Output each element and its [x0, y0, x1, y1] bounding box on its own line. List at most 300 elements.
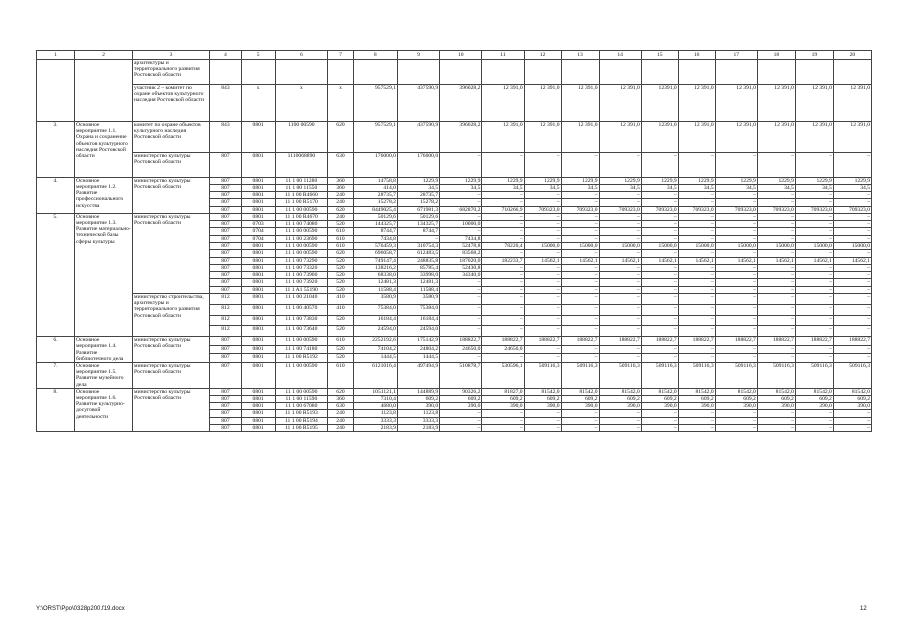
data-cell: 34,5	[641, 184, 678, 191]
data-cell: 509116,3	[599, 363, 641, 389]
data-cell: –	[561, 326, 599, 337]
executor-name: комитет по охране объектов культурного наследия Ростовской области	[133, 121, 210, 152]
data-cell: 12481,3	[397, 279, 439, 286]
data-cell: –	[482, 410, 524, 417]
data-cell: 812	[210, 294, 242, 305]
data-cell: 390,0	[833, 403, 871, 410]
data-cell: –	[561, 279, 599, 286]
data-cell: 12 391,0	[678, 84, 715, 121]
data-cell: –	[524, 264, 561, 271]
data-cell: –	[715, 294, 757, 305]
data-cell: 410	[328, 294, 353, 305]
data-cell: –	[561, 424, 599, 431]
data-cell: 188822,7	[715, 337, 757, 346]
data-cell: –	[599, 410, 641, 417]
data-cell: –	[599, 315, 641, 326]
data-cell: 0801	[241, 192, 275, 199]
data-cell: 0801	[241, 286, 275, 293]
data-cell: –	[440, 315, 482, 326]
data-cell: –	[757, 272, 795, 279]
data-cell: 807	[210, 213, 242, 220]
data-cell: 1123,8	[397, 410, 439, 417]
data-cell: 8449025,4	[353, 206, 397, 213]
data-cell: 81542,0	[599, 388, 641, 395]
empty-cell	[678, 60, 715, 85]
header-cell: 20	[833, 51, 871, 60]
header-cell: 6	[275, 51, 328, 60]
data-cell: 807	[210, 177, 242, 184]
data-cell: 52478,8	[440, 242, 482, 249]
data-cell: –	[561, 345, 599, 354]
data-cell: 24594,0	[397, 326, 439, 337]
data-cell: –	[482, 326, 524, 337]
data-cell: 0801	[241, 410, 275, 417]
data-cell: –	[795, 417, 833, 424]
data-cell: –	[524, 354, 561, 363]
data-cell: 812	[210, 315, 242, 326]
data-cell: 390,0	[397, 403, 439, 410]
data-cell: –	[795, 264, 833, 271]
data-cell: 144889,9	[397, 388, 439, 395]
data-cell: 11 1 00 00590	[275, 250, 328, 257]
empty-cell	[353, 60, 397, 85]
data-cell: 807	[210, 388, 242, 395]
event-name: Основное мероприятие 1.1. Охрана и сохранение объектов культурного наследия Ростовской области	[75, 121, 133, 177]
data-cell: 812	[210, 326, 242, 337]
data-cell: 807	[210, 410, 242, 417]
data-cell: –	[524, 221, 561, 228]
data-cell: 7310,4	[353, 396, 397, 403]
row-number: 5.	[37, 213, 75, 336]
executor-name: министерство культуры Ростовской области	[133, 337, 210, 363]
data-cell: –	[482, 294, 524, 305]
data-cell: –	[795, 152, 833, 177]
data-cell: 0801	[241, 337, 275, 346]
data-cell: 12 391,0	[599, 121, 641, 152]
data-cell: –	[482, 152, 524, 177]
data-cell: –	[482, 417, 524, 424]
data-cell: 390,0	[482, 403, 524, 410]
data-cell: –	[715, 315, 757, 326]
data-cell: 520	[328, 315, 353, 326]
data-cell: –	[678, 315, 715, 326]
data-cell: 709323,0	[795, 206, 833, 213]
data-cell: –	[757, 279, 795, 286]
data-cell: 520	[328, 264, 353, 271]
data-cell: 709323,0	[561, 206, 599, 213]
data-cell: –	[795, 221, 833, 228]
data-cell: –	[561, 294, 599, 305]
data-cell: –	[715, 417, 757, 424]
data-cell: 609,2	[524, 396, 561, 403]
data-cell: –	[440, 294, 482, 305]
data-cell: 12 391,0	[482, 84, 524, 121]
data-cell: 81542,0	[795, 388, 833, 395]
data-cell: 609,2	[397, 396, 439, 403]
data-cell: 609,2	[641, 396, 678, 403]
data-cell: 1229,9	[599, 177, 641, 184]
data-cell: –	[833, 250, 871, 257]
data-cell: 390,0	[524, 403, 561, 410]
data-cell: –	[678, 272, 715, 279]
data-cell: –	[599, 304, 641, 315]
event-name	[75, 60, 133, 122]
data-cell: 843	[210, 121, 242, 152]
data-cell: 709323,0	[524, 206, 561, 213]
data-cell: –	[599, 213, 641, 220]
table-row	[37, 84, 872, 121]
data-cell: 630	[328, 403, 353, 410]
data-cell: 0801	[241, 363, 275, 389]
data-cell: 390,0	[757, 403, 795, 410]
data-cell: 75384,0	[353, 304, 397, 315]
data-cell: 14562,1	[561, 257, 599, 264]
data-cell: 34,5	[678, 184, 715, 191]
data-cell: –	[641, 286, 678, 293]
data-cell: 12 391,0	[757, 121, 795, 152]
data-cell: –	[482, 354, 524, 363]
data-cell: –	[599, 286, 641, 293]
data-cell: 610	[328, 228, 353, 235]
page-number: 12	[860, 606, 867, 612]
data-cell: –	[715, 354, 757, 363]
data-cell: –	[482, 424, 524, 431]
data-cell: –	[678, 294, 715, 305]
data-cell: 11 1 00 23690	[275, 235, 328, 242]
data-cell: 12 391,0	[833, 121, 871, 152]
data-cell: 520	[328, 257, 353, 264]
data-cell: –	[440, 410, 482, 417]
data-cell: 11 1 00 R5195	[275, 424, 328, 431]
data-cell: 11 1 00 73900	[275, 272, 328, 279]
data-cell: 520	[328, 286, 353, 293]
data-cell: –	[795, 410, 833, 417]
data-cell: –	[524, 294, 561, 305]
data-cell: –	[599, 199, 641, 206]
data-cell: –	[833, 235, 871, 242]
table-body	[37, 51, 872, 432]
data-cell: 807	[210, 199, 242, 206]
data-cell: 1229,9	[833, 177, 871, 184]
data-cell: –	[833, 424, 871, 431]
empty-cell	[241, 60, 275, 85]
data-cell: 0704	[241, 228, 275, 235]
data-cell: 609,2	[561, 396, 599, 403]
data-cell: 1051121,1	[353, 388, 397, 395]
data-cell: 138216,2	[353, 264, 397, 271]
data-cell: –	[833, 286, 871, 293]
data-cell: –	[524, 326, 561, 337]
data-cell: –	[678, 264, 715, 271]
data-cell: –	[599, 354, 641, 363]
data-cell: –	[599, 250, 641, 257]
data-cell: –	[795, 199, 833, 206]
data-cell: –	[833, 354, 871, 363]
data-cell: 15278,2	[353, 199, 397, 206]
data-cell: 187020,0	[440, 257, 482, 264]
data-cell: 807	[210, 363, 242, 389]
data-cell: 1100 00590	[275, 121, 328, 152]
executor-name: министерство культуры Ростовской области	[133, 213, 210, 293]
header-cell: 9	[397, 51, 439, 60]
data-cell: 188822,7	[440, 337, 482, 346]
data-cell: 34,5	[757, 184, 795, 191]
data-cell: 188822,7	[524, 337, 561, 346]
data-cell: 11 1 00 00590	[275, 206, 328, 213]
data-cell: 83568,2	[440, 250, 482, 257]
data-cell: 0801	[241, 315, 275, 326]
data-cell: –	[524, 417, 561, 424]
data-cell: 520	[328, 326, 353, 337]
data-cell: 11 1 00 R4670	[275, 213, 328, 220]
data-cell: –	[561, 410, 599, 417]
data-cell: –	[599, 192, 641, 199]
data-cell: 12 391,0	[757, 84, 795, 121]
data-cell: 7434,8	[440, 235, 482, 242]
data-cell: –	[757, 235, 795, 242]
table-row	[37, 152, 872, 177]
data-cell: –	[715, 424, 757, 431]
data-cell: –	[524, 213, 561, 220]
data-cell: 1229,9	[678, 177, 715, 184]
data-cell: –	[440, 286, 482, 293]
data-cell: –	[599, 152, 641, 177]
data-cell: –	[524, 315, 561, 326]
data-cell: –	[561, 315, 599, 326]
data-cell: 85785,4	[397, 264, 439, 271]
data-cell: 509116,3	[833, 363, 871, 389]
data-cell: 807	[210, 424, 242, 431]
data-cell: 74104,2	[353, 345, 397, 354]
data-cell: –	[524, 345, 561, 354]
data-cell: 12 391,0	[795, 84, 833, 121]
data-cell: 807	[210, 417, 242, 424]
data-cell: –	[757, 417, 795, 424]
data-cell: –	[757, 228, 795, 235]
data-cell: –	[715, 192, 757, 199]
data-cell: 360	[328, 396, 353, 403]
data-cell: 0801	[241, 242, 275, 249]
footer-file-path: Y:\ORST\Ppo\0328p200.f19.docx	[36, 606, 125, 612]
data-cell: –	[440, 417, 482, 424]
data-cell: 0801	[241, 177, 275, 184]
empty-cell	[397, 60, 439, 85]
data-cell: –	[833, 221, 871, 228]
event-name: Основное мероприятие 1.4. Развитие библиотечного дела	[75, 337, 133, 363]
data-cell: –	[641, 315, 678, 326]
data-cell: 12 391,0	[524, 121, 561, 152]
data-cell: 81542,0	[561, 388, 599, 395]
data-cell: –	[715, 199, 757, 206]
data-cell: –	[757, 410, 795, 417]
executor-name: министерство строительства, архитектуры и территориального развития Ростовской области	[133, 294, 210, 337]
data-cell: 520	[328, 272, 353, 279]
data-cell: –	[715, 221, 757, 228]
data-cell: 749147,4	[353, 257, 397, 264]
data-cell: 24650,0	[482, 345, 524, 354]
table-row	[37, 363, 872, 389]
data-cell: –	[795, 315, 833, 326]
data-cell: –	[757, 192, 795, 199]
data-cell: 12 391,0	[561, 121, 599, 152]
executor-name: архитектуры и территориального развития Ростовской области	[133, 60, 210, 85]
data-cell: 390,0	[561, 403, 599, 410]
data-cell: 610	[328, 242, 353, 249]
data-cell: 188822,7	[599, 337, 641, 346]
executor-name: министерство культуры Ростовской области	[133, 177, 210, 213]
data-cell: 188822,7	[795, 337, 833, 346]
data-cell: 807	[210, 192, 242, 199]
header-cell: 14	[599, 51, 641, 60]
data-cell: –	[482, 304, 524, 315]
data-cell: 11 1 00 00590	[275, 363, 328, 389]
data-cell: –	[715, 235, 757, 242]
data-cell: х	[328, 84, 353, 121]
data-cell: –	[795, 250, 833, 257]
data-cell: 807	[210, 206, 242, 213]
data-cell: 34,5	[561, 184, 599, 191]
data-cell: –	[524, 199, 561, 206]
data-cell: 11 1 00 74180	[275, 345, 328, 354]
header-cell: 17	[715, 51, 757, 60]
data-cell: –	[678, 417, 715, 424]
data-cell: –	[641, 192, 678, 199]
data-cell: 1229,9	[561, 177, 599, 184]
data-cell: 14562,1	[833, 257, 871, 264]
header-cell: 8	[353, 51, 397, 60]
data-cell: –	[833, 326, 871, 337]
data-cell: 240	[328, 192, 353, 199]
data-cell: –	[482, 272, 524, 279]
data-cell: –	[833, 264, 871, 271]
data-cell: 11 1 00 00590	[275, 228, 328, 235]
data-cell: 14562,1	[795, 257, 833, 264]
data-cell: –	[757, 294, 795, 305]
header-cell: 3	[133, 51, 210, 60]
data-cell: 6121016,4	[353, 363, 397, 389]
data-cell: –	[482, 264, 524, 271]
data-cell: –	[678, 213, 715, 220]
data-cell: –	[715, 228, 757, 235]
data-cell: –	[715, 272, 757, 279]
data-cell: 709323,0	[833, 206, 871, 213]
data-cell: 12 391,0	[524, 84, 561, 121]
data-cell: 68338,0	[353, 272, 397, 279]
data-cell: 620	[328, 250, 353, 257]
data-cell: 11 1 00 00590	[275, 337, 328, 346]
data-cell: 609,2	[440, 396, 482, 403]
data-cell: 34,5	[833, 184, 871, 191]
header-cell: 19	[795, 51, 833, 60]
data-cell: –	[599, 235, 641, 242]
data-cell: 34340,0	[440, 272, 482, 279]
header-cell: 11	[482, 51, 524, 60]
data-cell: 1444,5	[353, 354, 397, 363]
data-cell: 3580,9	[397, 294, 439, 305]
data-cell: 14562,1	[641, 257, 678, 264]
data-cell: –	[641, 424, 678, 431]
data-cell: 15000,0	[833, 242, 871, 249]
data-cell: 188822,7	[561, 337, 599, 346]
empty-cell	[328, 60, 353, 85]
data-cell: 12 391,0	[561, 84, 599, 121]
data-cell: –	[561, 304, 599, 315]
data-cell: –	[715, 345, 757, 354]
data-cell: –	[715, 152, 757, 177]
data-cell: –	[440, 228, 482, 235]
data-cell: 509116,3	[524, 363, 561, 389]
data-cell: 3580,9	[353, 294, 397, 305]
data-cell: 709323,0	[678, 206, 715, 213]
data-cell: –	[795, 235, 833, 242]
data-cell: 11 1 00 74080	[275, 221, 328, 228]
data-cell: 34,5	[397, 184, 439, 191]
data-cell: –	[561, 152, 599, 177]
data-cell: 188822,7	[482, 337, 524, 346]
data-cell: –	[795, 286, 833, 293]
data-cell: 15000,0	[599, 242, 641, 249]
data-cell: 2183,9	[353, 424, 397, 431]
data-cell: –	[641, 345, 678, 354]
data-cell: 807	[210, 228, 242, 235]
data-cell: 175142,9	[397, 337, 439, 346]
data-cell: –	[524, 286, 561, 293]
data-cell: 1229,9	[524, 177, 561, 184]
data-cell: –	[440, 424, 482, 431]
data-cell: 510878,7	[440, 363, 482, 389]
data-cell: 11 1 00 11550	[275, 184, 328, 191]
data-cell: –	[440, 354, 482, 363]
empty-cell	[440, 60, 482, 85]
data-cell: –	[795, 213, 833, 220]
data-cell: –	[678, 279, 715, 286]
header-cell: 16	[678, 51, 715, 60]
data-cell: 390,0	[678, 403, 715, 410]
data-cell: –	[715, 286, 757, 293]
data-cell: 24650,0	[440, 345, 482, 354]
data-cell: –	[757, 424, 795, 431]
header-cell: 7	[328, 51, 353, 60]
data-cell: 81542,0	[524, 388, 561, 395]
data-cell: 520	[328, 345, 353, 354]
row-number: 7.	[37, 363, 75, 389]
data-cell: 134325,7	[397, 221, 439, 228]
data-cell: –	[833, 279, 871, 286]
data-cell: –	[641, 294, 678, 305]
data-cell: –	[524, 272, 561, 279]
data-cell: –	[795, 294, 833, 305]
data-cell: –	[678, 152, 715, 177]
data-cell: –	[833, 304, 871, 315]
data-cell: 609,2	[678, 396, 715, 403]
data-cell: 390,0	[440, 403, 482, 410]
data-cell: 34,5	[524, 184, 561, 191]
data-cell: 807	[210, 403, 242, 410]
data-cell: 0801	[241, 184, 275, 191]
data-cell: 3333,3	[353, 417, 397, 424]
table-row	[37, 388, 872, 395]
data-cell: –	[641, 304, 678, 315]
data-cell: –	[715, 326, 757, 337]
data-cell: 709323,0	[641, 206, 678, 213]
data-cell: 3333,3	[397, 417, 439, 424]
data-cell: –	[678, 199, 715, 206]
data-cell: –	[757, 315, 795, 326]
data-cell: –	[599, 417, 641, 424]
data-cell: –	[795, 228, 833, 235]
data-cell: –	[599, 345, 641, 354]
data-cell: 807	[210, 279, 242, 286]
